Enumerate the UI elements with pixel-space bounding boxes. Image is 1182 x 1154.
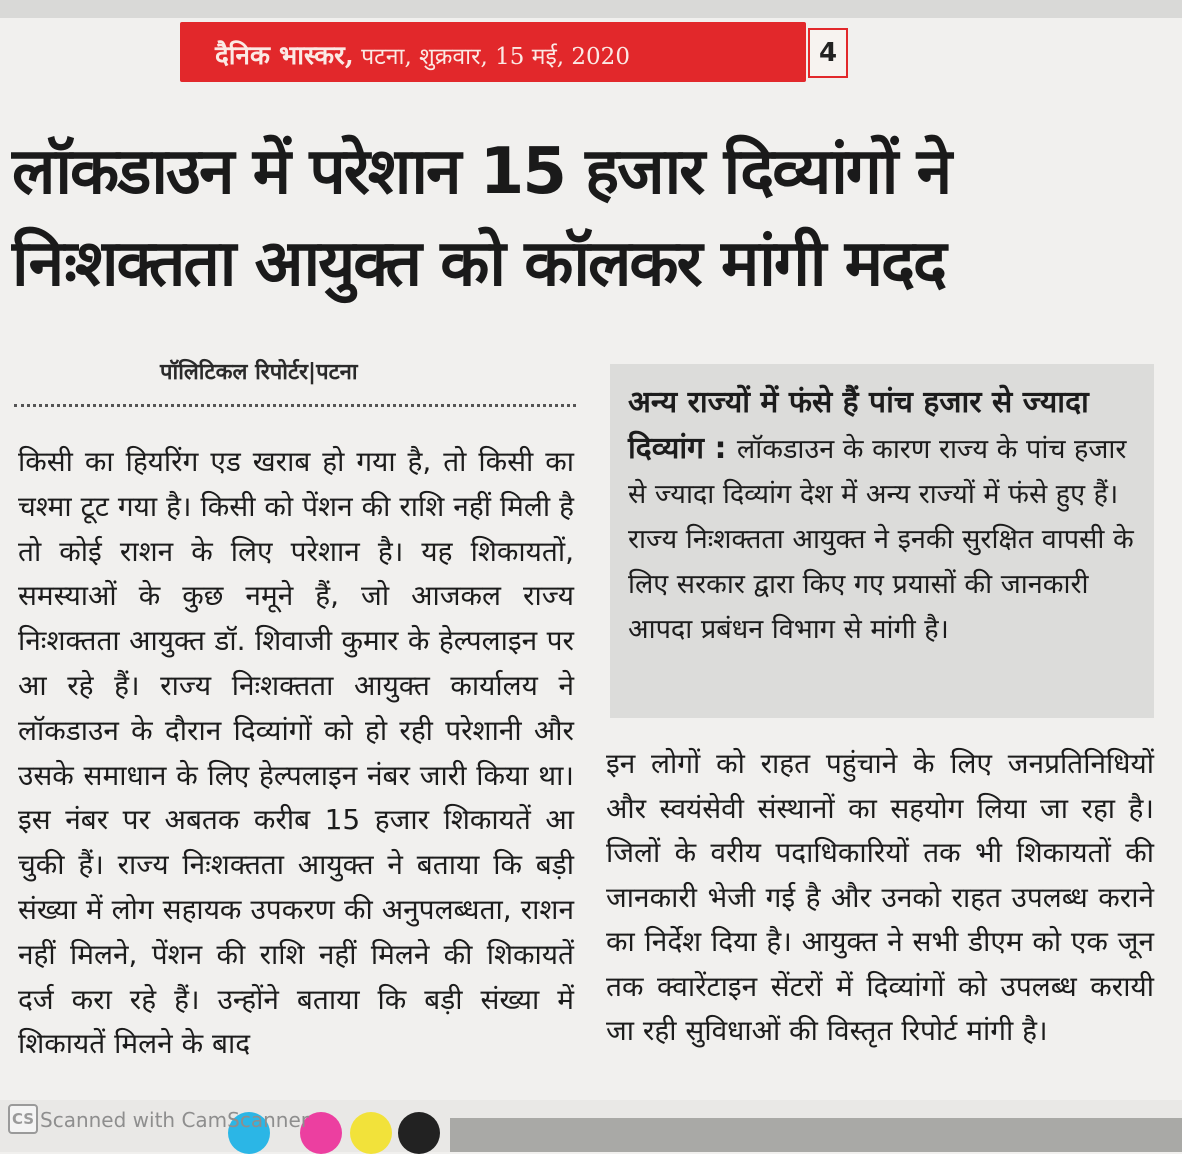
- sidebar-box-separator: :: [704, 431, 737, 466]
- page-number: 4: [808, 28, 848, 78]
- article-body-right-column: इन लोगों को राहत पहुंचाने के लिए जनप्रतिनिधियों और स्वयंसेवी संस्थानों का सहयोग लिया जा रहा है। जिलों के वरीय पदाधिकारियों तक भी शिकायतों की जानकारी भेजी गई है और उनको राहत उपलब्ध कराने का निर्देश दिया है। आयुक्त ने सभी डीएम को एक जून तक क्वारेंटाइन सेंटरों में दिव्यांगों को उपलब्ध करायी जा रही सुविधाओं की विस्तृत रिपोर्ट मांगी है।: [606, 747, 1154, 1047]
- dateline: पटना, शुक्रवार, 15 मई, 2020: [353, 44, 630, 70]
- byline-divider: [14, 404, 576, 407]
- sidebar-box-title: अन्य राज्यों में फंसे हैं पांच हजार से ज्यादा दिव्यांग: [628, 385, 1089, 466]
- article-body-left-column: किसी का हियरिंग एड खराब हो गया है, तो किसी का चश्मा टूट गया है। किसी को पेंशन की राशि नहीं मिली है तो कोई राशन के लिए परेशान है। यह शिकायतों, समस्याओं के कुछ नमूने हैं, जो आजकल राज्य निःशक्तता आयुक्त डॉ. शिवाजी कुमार के हेल्पलाइन पर आ रहे हैं। राज्य निःशक्तता आयुक्त कार्यालय ने लॉकडाउन के दौरान दिव्यांगों को हो रही परेशानी और उसके समाधान के लिए हेल्पलाइन नंबर जारी किया था। इस नंबर पर अबतक करीब 15 हजार शिकायतें आ चुकी हैं। राज्य निःशक्तता आयुक्त ने बताया कि बड़ी संख्या में लोग सहायक उपकरण की अनुपलब्धता, राशन नहीं मिलने, पेंशन की राशि नहीं मिलने की शिकायतें दर्ज करा रहे हैं। उन्होंने बताया कि बड़ी संख्या में शिकायतें मिलने के बाद: [18, 445, 574, 1061]
- camscanner-logo-icon: CS: [8, 1104, 38, 1134]
- sidebar-box-text: लॉकडाउन के कारण राज्य के पांच हजार से ज्यादा दिव्यांग देश में अन्य राज्यों में फंसे हुए हैं। राज्य निःशक्तता आयुक्त ने इनकी सुरक्षित वापसी के लिए सरकार द्वारा किए गए प्रयासों की जानकारी आपदा प्रबंधन विभाग से मांगी है।: [628, 434, 1134, 645]
- masthead: [215, 36, 630, 72]
- registration-grey-bar: [450, 1118, 1182, 1152]
- headline-line-2: निःशक्तता आयुक्त को कॉलकर मांगी मदद: [12, 227, 945, 301]
- headline-line-1: लॉकडाउन में परेशान 15 हजार दिव्यांगों ने: [12, 135, 951, 209]
- scan-watermark-text: Scanned with CamScanner: [40, 1108, 309, 1132]
- page-binding-strip: [0, 0, 1182, 18]
- sidebar-box-content: [628, 380, 1138, 652]
- registration-dot-yellow: [350, 1112, 392, 1154]
- sidebar-box: [610, 364, 1154, 718]
- registration-dot-black: [398, 1112, 440, 1154]
- byline: पॉलिटिकल रिपोर्टर|पटना: [160, 360, 358, 385]
- newspaper-name: दैनिक भास्कर,: [215, 41, 354, 71]
